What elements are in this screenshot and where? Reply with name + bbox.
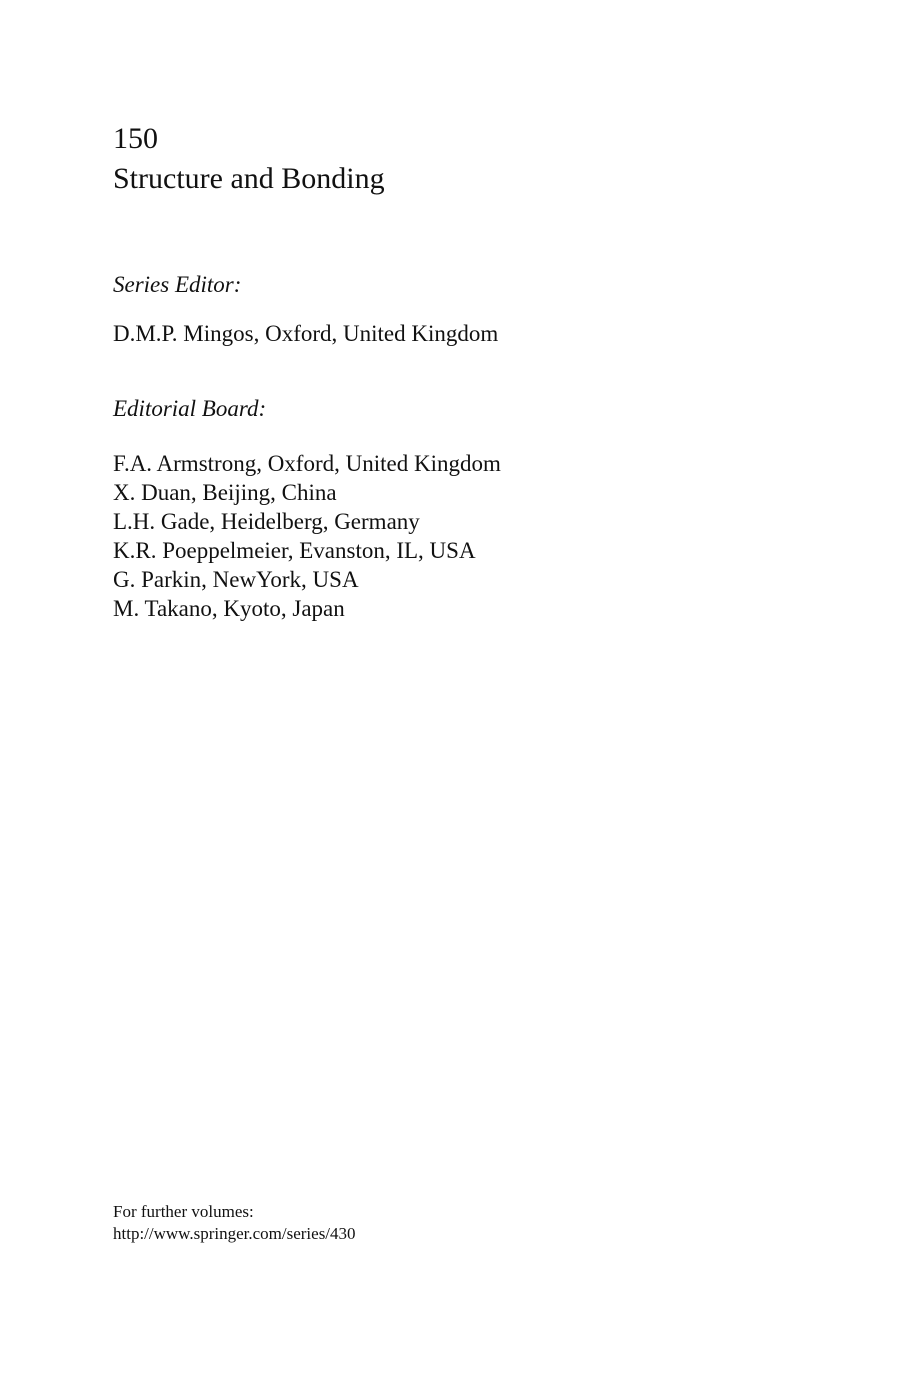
- board-member: F.A. Armstrong, Oxford, United Kingdom: [113, 451, 501, 476]
- editorial-board-list: [113, 449, 501, 623]
- footer-note: [113, 1201, 356, 1245]
- board-member: X. Duan, Beijing, China: [113, 480, 337, 505]
- board-member: M. Takano, Kyoto, Japan: [113, 596, 345, 621]
- board-member: K.R. Poeppelmeier, Evanston, IL, USA: [113, 538, 476, 563]
- volume-number: 150: [113, 122, 158, 155]
- series-editor-name: D.M.P. Mingos, Oxford, United Kingdom: [113, 321, 499, 346]
- editorial-board-heading: Editorial Board:: [113, 396, 267, 421]
- series-editor-heading: Series Editor:: [113, 272, 242, 297]
- board-member: L.H. Gade, Heidelberg, Germany: [113, 509, 420, 534]
- further-volumes-label: For further volumes:: [113, 1202, 254, 1221]
- board-member: G. Parkin, NewYork, USA: [113, 567, 359, 592]
- series-title: Structure and Bonding: [113, 162, 385, 195]
- series-url: http://www.springer.com/series/430: [113, 1224, 356, 1243]
